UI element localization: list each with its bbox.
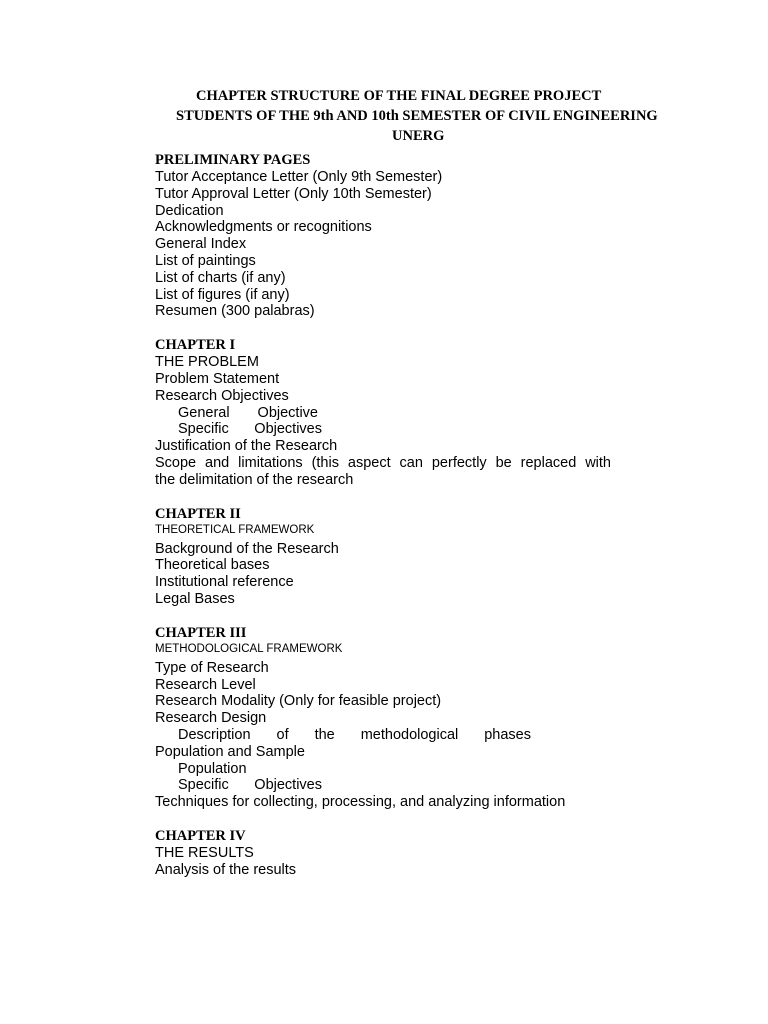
chapter-subtitle: THEORETICAL FRAMEWORK (155, 523, 315, 536)
section-chapter-3 (155, 625, 615, 811)
section-preliminary-pages (155, 152, 615, 320)
section-chapter-1 (155, 337, 615, 488)
list-item: Tutor Approval Letter (Only 10th Semester) (155, 185, 432, 202)
sub-item-word: General (178, 404, 230, 421)
list-item: Background of the Research (155, 540, 339, 557)
list-item: Problem Statement (155, 370, 280, 387)
list-item: List of figures (if any) (155, 286, 290, 303)
list-item: Legal Bases (155, 590, 235, 607)
sub-item-word: Specific (178, 777, 229, 794)
sub-item-word: the (314, 726, 335, 743)
list-item: Population and Sample (155, 743, 305, 760)
sub-item-word: methodological (360, 726, 459, 743)
sub-list-item: Population (178, 760, 247, 777)
document-title-line-1: CHAPTER STRUCTURE OF THE FINAL DEGREE PROJECT (196, 88, 602, 104)
list-item: List of charts (if any) (155, 269, 286, 286)
section-heading: PRELIMINARY PAGES (155, 152, 311, 168)
sub-item-word: Objectives (254, 777, 322, 794)
chapter-subtitle: METHODOLOGICAL FRAMEWORK (155, 642, 343, 655)
document-body (155, 152, 615, 879)
sub-list-item (155, 777, 322, 794)
list-item: Techniques for collecting, processing, and analyzing information (155, 794, 566, 811)
list-item: Research Design (155, 710, 267, 727)
list-item: Justification of the Research (155, 438, 338, 455)
document-title-line-3: UNERG (392, 128, 445, 144)
chapter-heading: CHAPTER I (155, 337, 236, 354)
list-item: Dedication (155, 202, 224, 219)
scope-line-2: the delimitation of the research (155, 471, 354, 488)
scope-line-1: Scope and limitations (this aspect can perfectly be replaced with (155, 454, 611, 471)
list-item: Acknowledgments or recognitions (155, 219, 372, 236)
list-item: Research Level (155, 676, 256, 693)
list-item: Tutor Acceptance Letter (Only 9th Semester) (155, 169, 443, 185)
list-item: Type of Research (155, 659, 269, 676)
chapter-subtitle: THE PROBLEM (155, 354, 259, 371)
list-item: Resumen (300 palabras) (155, 303, 315, 320)
chapter-heading: CHAPTER IV (155, 827, 246, 844)
sub-item-word: Specific (178, 421, 229, 438)
sub-list-item (155, 727, 531, 744)
sub-item-word: of (276, 726, 289, 743)
sub-list-item (155, 405, 318, 422)
list-item: Theoretical bases (155, 557, 270, 574)
list-item: Research Objectives (155, 387, 289, 404)
document-title-line-2: STUDENTS OF THE 9th AND 10th SEMESTER OF CIVIL ENGINEERING (176, 108, 658, 124)
scope-paragraph (155, 455, 611, 489)
sub-item-word: Objectives (254, 421, 322, 438)
section-chapter-4 (155, 828, 615, 879)
sub-list-item (155, 421, 322, 438)
list-item: General Index (155, 236, 247, 253)
chapter-subtitle: THE RESULTS (155, 844, 254, 861)
list-item: List of paintings (155, 252, 256, 269)
list-item: Institutional reference (155, 574, 294, 591)
list-item: Analysis of the results (155, 861, 297, 878)
section-chapter-2 (155, 506, 615, 608)
chapter-heading: CHAPTER III (155, 624, 247, 641)
chapter-heading: CHAPTER II (155, 505, 241, 522)
sub-item-word: Description (178, 726, 251, 743)
sub-item-word: phases (484, 726, 531, 743)
sub-item-word: Objective (257, 404, 318, 421)
document-title-block (0, 86, 768, 146)
list-item: Research Modality (Only for feasible project) (155, 693, 442, 710)
